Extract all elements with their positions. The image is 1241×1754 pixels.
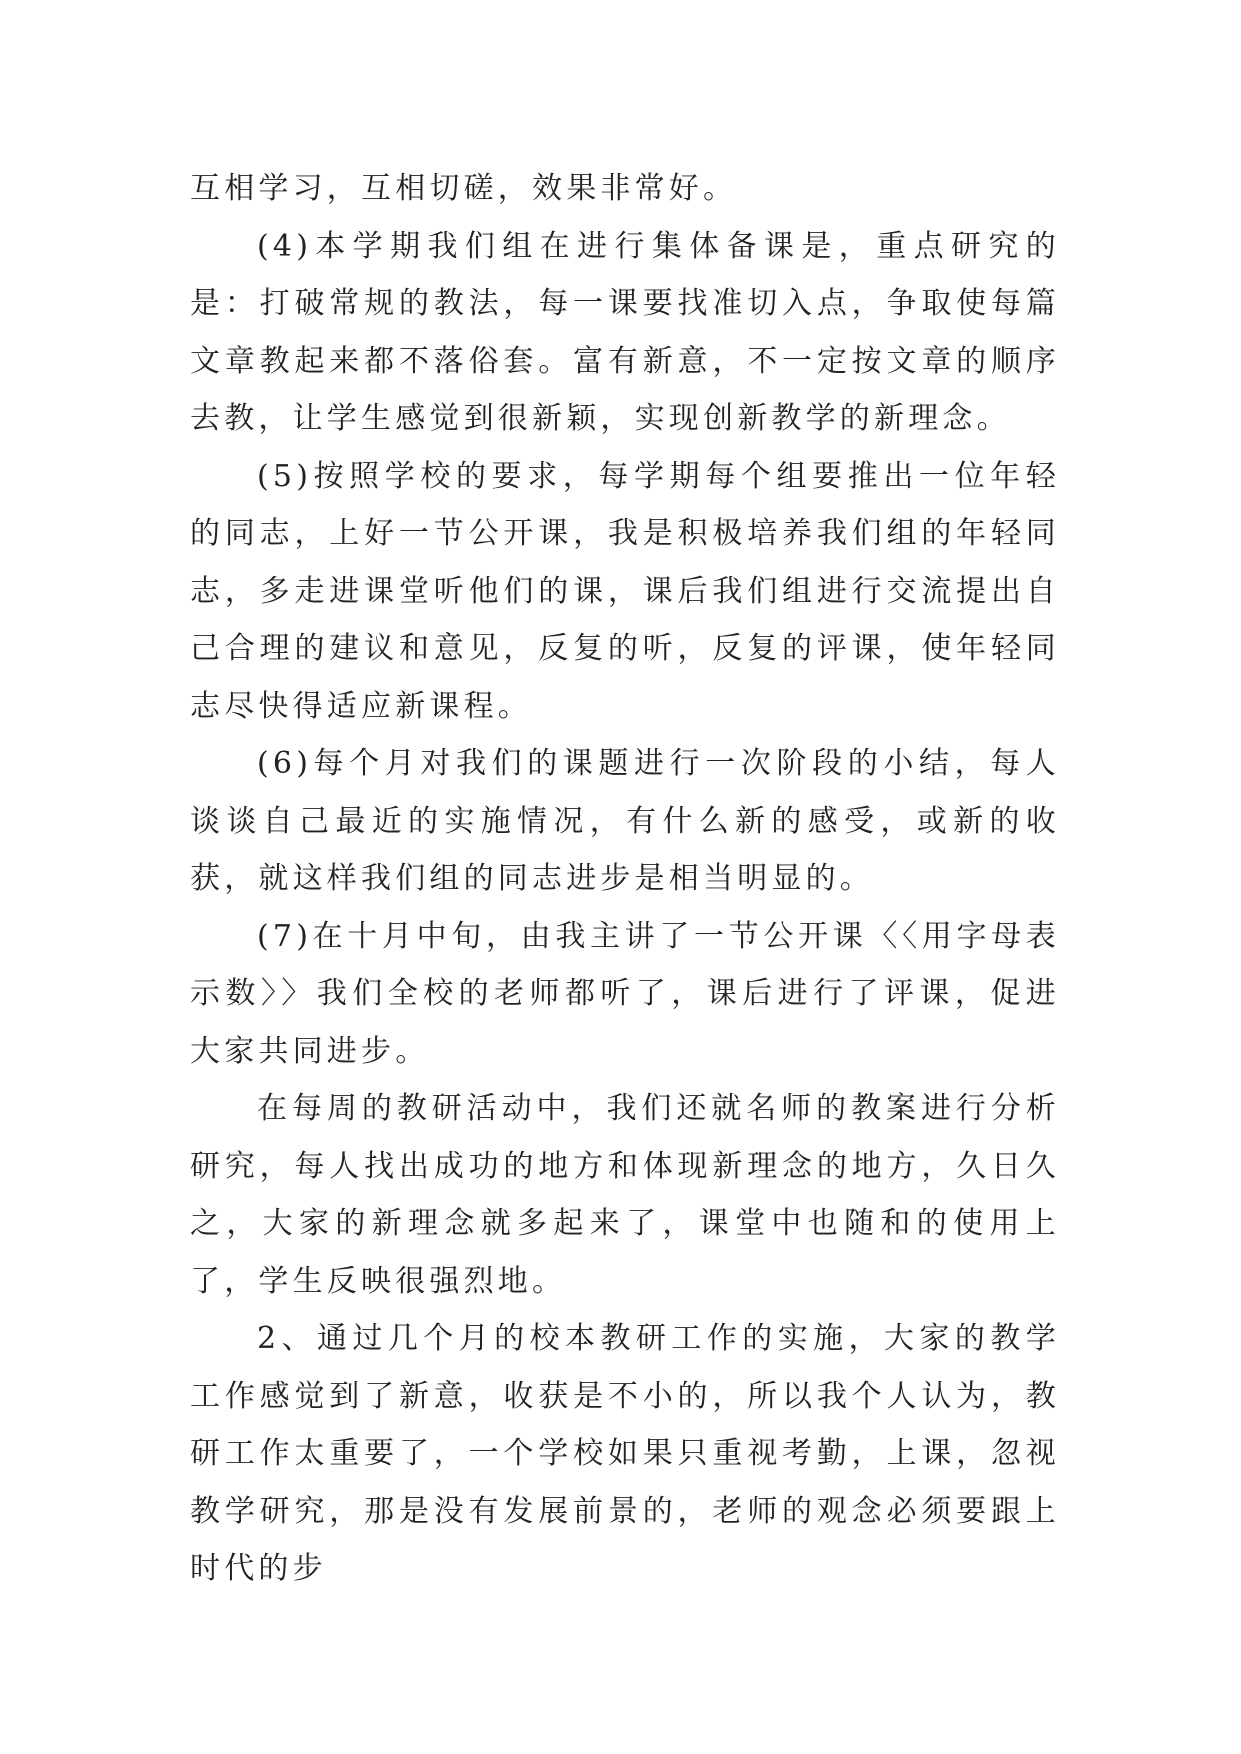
paragraph-item-4: (4)本学期我们组在进行集体备课是，重点研究的是：打破常规的教法，每一课要找准切入点，争取使每篇文章教起来都不落俗套。富有新意，不一定按文章的顺序去教，让学生感觉到很新颖，实现创新教学的新理念。 [190,228,1060,436]
paragraph-weekly-research: 在每周的教研活动中，我们还就名师的教案进行分析研究，每人找出成功的地方和体现新理念的地方，久日久之，大家的新理念就多起来了，课堂中也随和的使用上了，学生反映很强烈地。 [190,1091,1060,1299]
paragraph-item-7: (7)在十月中旬，由我主讲了一节公开课〈〈用字母表示数〉〉我们全校的老师都听了，课后进行了评课，促进大家共同进步。 [190,918,1060,1069]
paragraph-section-2: 2、通过几个月的校本教研工作的实施，大家的教学工作感觉到了新意，收获是不小的，所以我个人认为，教研工作太重要了，一个学校如果只重视考勤，上课，忽视教学研究，那是没有发展前景的，老师的观念必须要跟上时代的步 [190,1321,1060,1586]
document-body [190,160,1060,1598]
paragraph-item-5: (5)按照学校的要求，每学期每个组要推出一位年轻的同志，上好一节公开课，我是积极培养我们组的年轻同志，多走进课堂听他们的课，课后我们组进行交流提出自己合理的建议和意见，反复的听，反复的评课，使年轻同志尽快得适应新课程。 [190,458,1060,724]
paragraph-continuation: 互相学习，互相切磋，效果非常好。 [190,171,738,206]
paragraph-item-6: (6)每个月对我们的课题进行一次阶段的小结，每人谈谈自己最近的实施情况，有什么新的感受，或新的收获，就这样我们组的同志进步是相当明显的。 [190,746,1060,896]
